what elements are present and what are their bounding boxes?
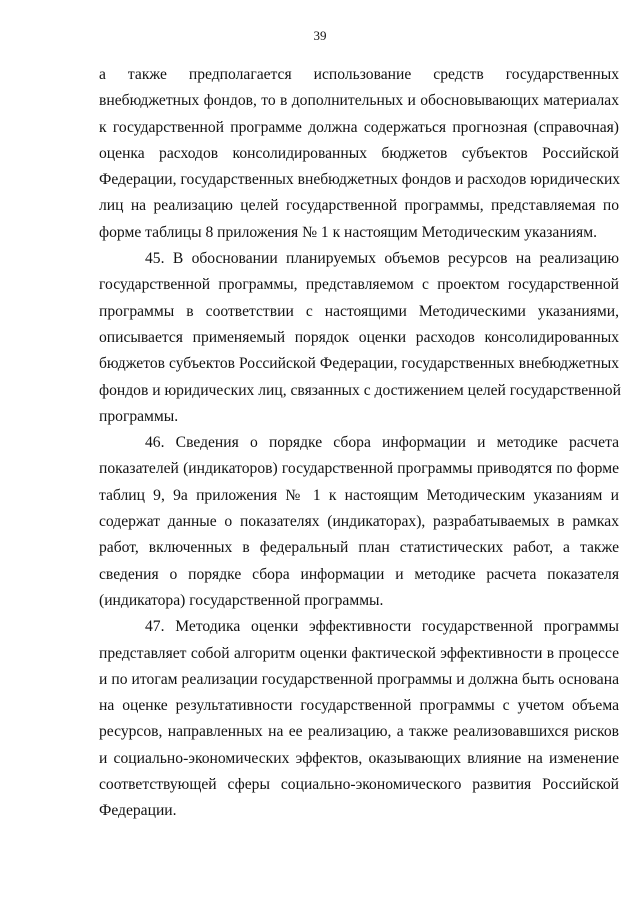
text-line: к государственной программе должна содержаться прогнозная (справочная) [99, 118, 619, 136]
text-line: Федерации, государственных внебюджетных фондов и расходов юридических [99, 171, 621, 189]
text-line: 46. Сведения о порядке сбора информации и методике расчета [145, 434, 619, 452]
text-line: содержат данные о показателях (индикаторах), разрабатываемых в рамках [99, 513, 619, 531]
document-body [99, 62, 619, 825]
text-line: работ, включенных в федеральный план статистических работ, а также [99, 539, 619, 557]
page-number: 39 [313, 28, 327, 43]
text-line: (индикатора) государственной программы. [99, 591, 384, 609]
text-line: форме таблицы 8 приложения № 1 к настоящим Методическим указаниям. [99, 223, 597, 241]
text-line: а также предполагается использование средств государственных [99, 66, 619, 83]
text-line: программы. [99, 407, 179, 425]
paragraph [99, 62, 619, 246]
text-line: таблиц 9, 9а приложения № 1 к настоящим Методическим указаниям и [99, 486, 619, 504]
text-line: и социально-экономических эффектов, оказывающих влияние на изменение [99, 749, 619, 767]
text-line: и по итогам реализации государственной программы и должна быть основана [99, 670, 619, 688]
text-line: описывается применяемый порядок оценки расходов консолидированных [99, 328, 619, 346]
text-line: 47. Методика оценки эффективности государственной программы [145, 618, 619, 636]
text-line: внебюджетных фондов, то в дополнительных и обосновывающих материалах [99, 92, 619, 110]
text-line: представляет собой алгоритм оценки фактической эффективности в процессе [99, 644, 619, 662]
paragraph [99, 246, 619, 430]
text-line: 45. В обосновании планируемых объемов ресурсов на реализацию [145, 250, 619, 268]
text-line: программы в соответствии с настоящими Методическими указаниями, [99, 302, 619, 320]
text-line: фондов и юридических лиц, связанных с достижением целей государственной [99, 381, 621, 399]
text-line: бюджетов субъектов Российской Федерации, государственных внебюджетных [99, 355, 619, 373]
paragraph [99, 430, 619, 614]
text-line: на оценке результативности государственной программы с учетом объема [99, 697, 619, 715]
text-line: Федерации. [99, 802, 177, 820]
text-line: соответствующей сферы социально-экономического развития Российской [99, 776, 619, 794]
text-line: государственной программы, представляемом с проектом государственной [99, 276, 619, 294]
text-line: лиц на реализацию целей государственной программы, представляемая по [99, 197, 619, 215]
text-line: оценка расходов консолидированных бюджетов субъектов Российской [99, 144, 619, 162]
text-line: показателей (индикаторов) государственной программы приводятся по форме [99, 460, 619, 478]
text-line: сведения о порядке сбора информации и методике расчета показателя [99, 565, 619, 583]
text-line: ресурсов, направленных на ее реализацию, а также реализовавшихся рисков [99, 723, 619, 741]
paragraph [99, 614, 619, 824]
